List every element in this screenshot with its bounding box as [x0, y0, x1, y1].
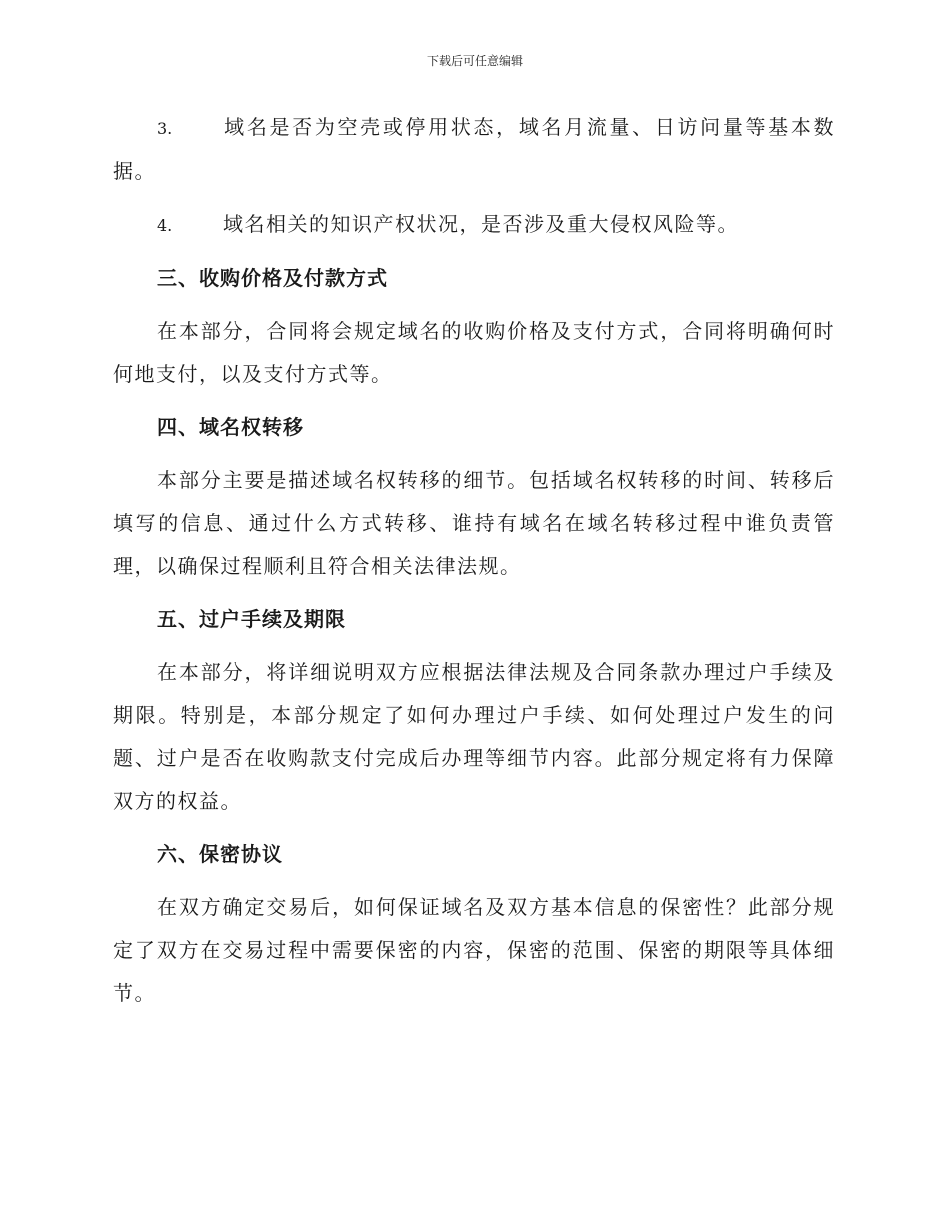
section-paragraph-price-payment: 在本部分，合同将会规定域名的收购价格及支付方式，合同将明确何时何地支付，以及支付方式等。 [113, 319, 835, 386]
section-heading-price-payment: 三、收购价格及付款方式 [157, 266, 388, 290]
section-heading-domain-transfer: 四、域名权转移 [157, 415, 304, 439]
page-header: 下载后可任意编辑 [426, 54, 523, 68]
section-heading-transfer-procedures: 五、过户手续及期限 [157, 607, 346, 631]
list-number: 3. [157, 119, 173, 138]
list-text: 域名是否为空壳或停用状态，域名月流量、日访问量等基本数据。 [113, 115, 835, 183]
list-text: 域名相关的知识产权状况，是否涉及重大侵权风险等。 [223, 212, 739, 236]
section-heading-confidentiality: 六、保密协议 [157, 842, 283, 866]
list-item-4 [113, 203, 835, 247]
list-number: 4. [157, 216, 173, 235]
section-paragraph-domain-transfer: 本部分主要是描述域名权转移的细节。包括域名权转移的时间、转移后填写的信息、通过什么方式转移、谁持有域名在域名转移过程中谁负责管理，以确保过程顺利且符合相关法律法规。 [113, 468, 835, 578]
list-item-3 [113, 106, 835, 193]
document-body [113, 106, 835, 1025]
section-paragraph-confidentiality: 在双方确定交易后，如何保证域名及双方基本信息的保密性？此部分规定了双方在交易过程中需要保密的内容，保密的范围、保密的期限等具体细节。 [113, 895, 835, 1005]
section-paragraph-transfer-procedures: 在本部分，将详细说明双方应根据法律法规及合同条款办理过户手续及期限。特别是，本部分规定了如何办理过户手续、如何处理过户发生的问题、过户是否在收购款支付完成后办理等细节内容。此部分规定将有力保障双方的权益。 [113, 660, 835, 813]
